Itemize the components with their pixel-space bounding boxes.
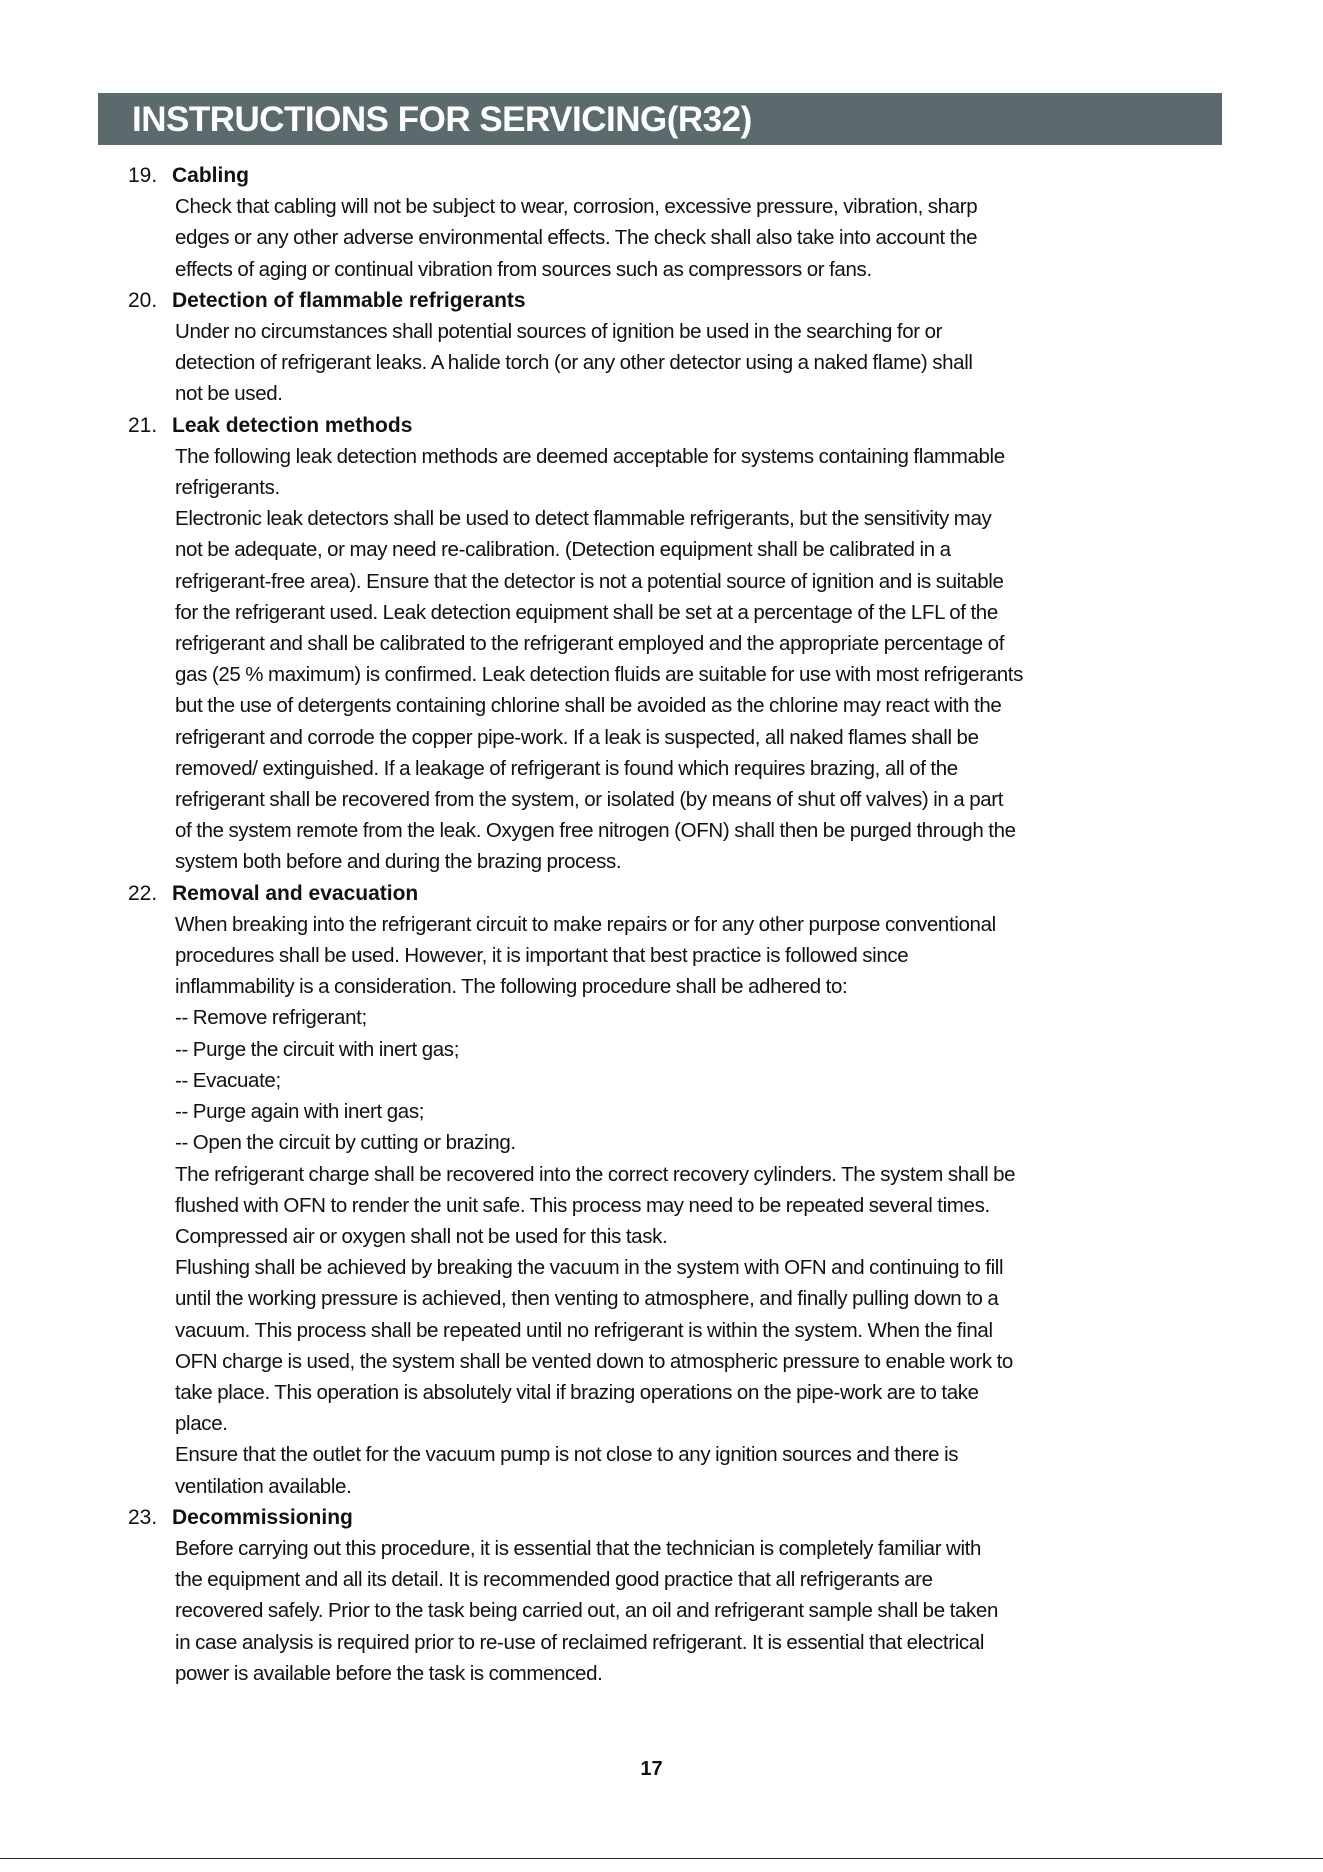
body-text-line: effects of aging or continual vibration from sources such as compressors or fans. — [175, 257, 872, 281]
body-text-line: Before carrying out this procedure, it is essential that the technician is completely familiar with — [175, 1536, 982, 1560]
body-text-line: refrigerant and shall be calibrated to the refrigerant employed and the appropriate percentage of — [175, 632, 1005, 656]
page-number: 17 — [640, 1758, 663, 1780]
body-text-line: not be used. — [175, 382, 283, 406]
section-number: 22. — [128, 881, 158, 905]
body-text-line: for the refrigerant used. Leak detection equipment shall be set at a percentage of the LFL of the — [175, 600, 998, 624]
body-text-line: -- Open the circuit by cutting or brazing. — [175, 1131, 516, 1155]
body-text-line: vacuum. This process shall be repeated until no refrigerant is within the system. When the final — [175, 1318, 993, 1342]
section-block — [128, 160, 1258, 285]
body-text-line: Electronic leak detectors shall be used to detect flammable refrigerants, but the sensitivity may — [175, 507, 992, 531]
body-text-line: place. — [175, 1412, 228, 1436]
section-title: Leak detection methods — [172, 413, 413, 437]
body-text-line: refrigerants. — [175, 476, 280, 500]
section-number: 21. — [128, 413, 158, 437]
body-text-line: procedures shall be used. However, it is important that best practice is followed since — [175, 944, 909, 968]
section-title: Decommissioning — [172, 1505, 353, 1529]
body-text-line: The refrigerant charge shall be recovered into the correct recovery cylinders. The system shall be — [175, 1162, 1016, 1186]
section-block — [128, 1502, 1258, 1689]
body-text-line: of the system remote from the leak. Oxygen free nitrogen (OFN) shall then be purged through the — [175, 819, 1016, 843]
body-text-line: edges or any other adverse environmental effects. The check shall also take into account the — [175, 226, 978, 250]
body-text-line: Under no circumstances shall potential sources of ignition be used in the searching for or — [175, 320, 943, 344]
body-text-line: recovered safely. Prior to the task being carried out, an oil and refrigerant sample shall be taken — [175, 1599, 998, 1623]
section-block — [128, 878, 1258, 1502]
body-text-line: Compressed air or oxygen shall not be used for this task. — [175, 1224, 668, 1248]
bottom-divider — [0, 1858, 1323, 1859]
section-header-bar — [98, 93, 1222, 145]
body-text-line: inflammability is a consideration. The following procedure shall be adhered to: — [175, 975, 848, 999]
body-text-line: Flushing shall be achieved by breaking the vacuum in the system with OFN and continuing to fill — [175, 1256, 1004, 1280]
body-text-line: until the working pressure is achieved, then venting to atmosphere, and finally pulling down to a — [175, 1287, 999, 1311]
section-title: Removal and evacuation — [172, 881, 419, 905]
section-number: 23. — [128, 1505, 158, 1529]
body-text-line: refrigerant and corrode the copper pipe-work. If a leak is suspected, all naked flames shall be — [175, 725, 979, 749]
section-heading — [128, 285, 1258, 316]
body-text-line: power is available before the task is commenced. — [175, 1661, 603, 1685]
section-title: Detection of flammable refrigerants — [172, 288, 526, 312]
section-heading — [128, 878, 1258, 909]
body-text-line: When breaking into the refrigerant circuit to make repairs or for any other purpose conventional — [175, 912, 996, 936]
body-text-line: in case analysis is required prior to re-use of reclaimed refrigerant. It is essential that electrical — [175, 1630, 985, 1654]
body-text-line: Check that cabling will not be subject to wear, corrosion, excessive pressure, vibration, sharp — [175, 195, 978, 219]
body-text-line: -- Evacuate; — [175, 1068, 281, 1092]
section-number: 20. — [128, 288, 158, 312]
body-text-line: -- Remove refrigerant; — [175, 1006, 367, 1030]
body-text-line: detection of refrigerant leaks. A halide torch (or any other detector using a naked flame) shall — [175, 351, 973, 375]
body-text-line: but the use of detergents containing chlorine shall be avoided as the chlorine may react with the — [175, 694, 1002, 718]
section-heading — [128, 1502, 1258, 1533]
section-body — [128, 909, 1258, 1502]
section-body — [128, 1533, 1258, 1689]
section-heading — [128, 160, 1258, 191]
body-text-line: -- Purge the circuit with inert gas; — [175, 1037, 460, 1061]
body-text-line: the equipment and all its detail. It is recommended good practice that all refrigerants are — [175, 1568, 933, 1592]
section-block — [128, 285, 1258, 410]
body-text-line: -- Purge again with inert gas; — [175, 1100, 425, 1124]
body-text-line: removed/ extinguished. If a leakage of refrigerant is found which requires brazing, all of the — [175, 756, 958, 780]
body-text-line: The following leak detection methods are deemed acceptable for systems containing flammable — [175, 444, 1005, 468]
page-title: INSTRUCTIONS FOR SERVICING(R32) — [132, 99, 752, 139]
section-heading — [128, 410, 1258, 441]
section-body — [128, 191, 1258, 285]
body-text-line: take place. This operation is absolutely vital if brazing operations on the pipe-work are to take — [175, 1380, 979, 1404]
section-body — [128, 316, 1258, 410]
body-text-line: ventilation available. — [175, 1474, 352, 1498]
body-text-line: refrigerant-free area). Ensure that the detector is not a potential source of ignition and is suitable — [175, 569, 1004, 593]
body-text-line: system both before and during the brazing process. — [175, 850, 622, 874]
body-text-line: Ensure that the outlet for the vacuum pump is not close to any ignition sources and there is — [175, 1443, 959, 1467]
section-body — [128, 441, 1258, 878]
body-text-line: not be adequate, or may need re-calibration. (Detection equipment shall be calibrated in a — [175, 538, 951, 562]
section-title: Cabling — [172, 164, 249, 187]
body-text-line: OFN charge is used, the system shall be vented down to atmospheric pressure to enable work to — [175, 1349, 1013, 1373]
body-text-line: refrigerant shall be recovered from the system, or isolated (by means of shut off valves) in a part — [175, 788, 1004, 812]
instructions-body — [128, 160, 1258, 1689]
body-text-line: gas (25 % maximum) is confirmed. Leak detection fluids are suitable for use with most refrigerants — [175, 663, 1024, 687]
section-block — [128, 410, 1258, 878]
body-text-line: flushed with OFN to render the unit safe. This process may need to be repeated several times. — [175, 1193, 990, 1217]
section-number: 19. — [128, 164, 158, 187]
